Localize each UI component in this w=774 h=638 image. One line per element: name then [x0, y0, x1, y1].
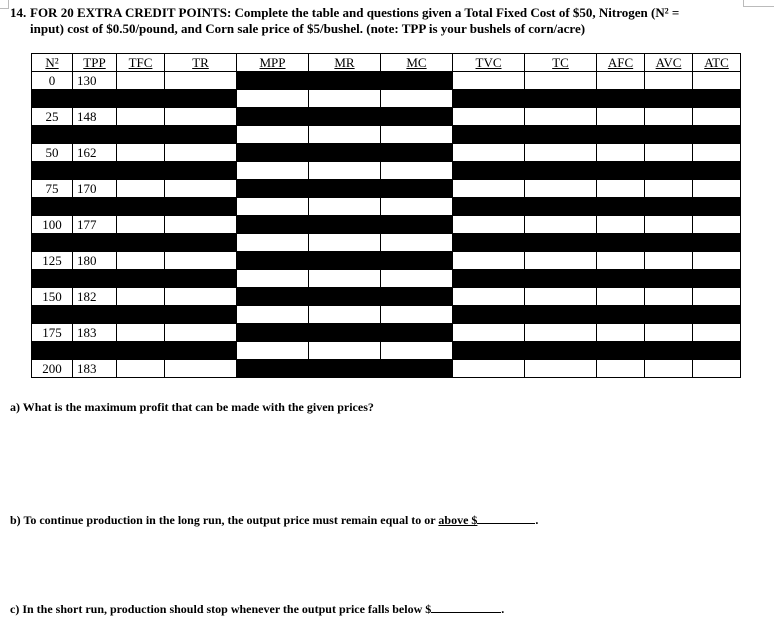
- column-header: [32, 54, 73, 72]
- cell-blacked-out: [453, 270, 525, 288]
- table-row: [32, 180, 741, 198]
- cell-blank[interactable]: [309, 342, 381, 360]
- cell-tpp: 183: [73, 324, 117, 342]
- question-line-2: input) cost of $0.50/pound, and Corn sale price of $5/bushel. (note: TPP is your bushels of corn/acre): [30, 21, 586, 36]
- question-c: [10, 600, 504, 617]
- cell-blank[interactable]: [165, 180, 237, 198]
- cell-blank[interactable]: [381, 342, 453, 360]
- cell-blank[interactable]: [309, 270, 381, 288]
- cell-blank[interactable]: [693, 72, 741, 90]
- page-corner-mark: [0, 0, 9, 9]
- cell-blank[interactable]: [525, 288, 597, 306]
- cell-blacked-out: [453, 234, 525, 252]
- column-header: [73, 54, 117, 72]
- cell-blacked-out: [165, 270, 237, 288]
- cell-blacked-out: [73, 342, 117, 360]
- column-header: [237, 54, 309, 72]
- cell-blank[interactable]: [309, 234, 381, 252]
- table-between-row: [32, 90, 741, 108]
- cell-blacked-out: [237, 72, 309, 90]
- cell-blank[interactable]: [165, 216, 237, 234]
- cell-blank[interactable]: [117, 72, 165, 90]
- cell-blank[interactable]: [597, 216, 645, 234]
- cell-blank[interactable]: [237, 126, 309, 144]
- column-header-label: N²: [45, 54, 59, 70]
- cell-tpp: 130: [73, 72, 117, 90]
- cell-blank[interactable]: [165, 144, 237, 162]
- column-header: [693, 54, 741, 72]
- cell-blacked-out: [453, 306, 525, 324]
- cell-blacked-out: [73, 162, 117, 180]
- cell-blacked-out: [597, 90, 645, 108]
- cell-blacked-out: [381, 108, 453, 126]
- question-b: [10, 511, 538, 528]
- cell-blank[interactable]: [645, 108, 693, 126]
- cell-blank[interactable]: [597, 144, 645, 162]
- column-header: [645, 54, 693, 72]
- cell-blacked-out: [32, 198, 73, 216]
- cell-blacked-out: [453, 198, 525, 216]
- cell-blank[interactable]: [525, 108, 597, 126]
- cell-blacked-out: [237, 180, 309, 198]
- cell-blank[interactable]: [525, 252, 597, 270]
- cell-blacked-out: [453, 126, 525, 144]
- cell-blank[interactable]: [453, 144, 525, 162]
- cell-blacked-out: [73, 198, 117, 216]
- cell-blacked-out: [117, 162, 165, 180]
- cell-blacked-out: [165, 90, 237, 108]
- cell-nitrogen: 0: [32, 72, 73, 90]
- cell-blacked-out: [645, 342, 693, 360]
- cell-blacked-out: [117, 342, 165, 360]
- cell-blacked-out: [645, 90, 693, 108]
- cell-blank[interactable]: [165, 108, 237, 126]
- cell-blank[interactable]: [117, 288, 165, 306]
- cell-blacked-out: [597, 270, 645, 288]
- column-header: [309, 54, 381, 72]
- cell-blacked-out: [453, 90, 525, 108]
- cell-blacked-out: [693, 198, 741, 216]
- cell-blank[interactable]: [381, 90, 453, 108]
- cell-blacked-out: [32, 90, 73, 108]
- cell-blacked-out: [381, 324, 453, 342]
- cell-blank[interactable]: [645, 360, 693, 378]
- column-header-label: TR: [192, 54, 209, 70]
- cell-blacked-out: [525, 90, 597, 108]
- cell-blank[interactable]: [117, 216, 165, 234]
- cell-tpp: 148: [73, 108, 117, 126]
- table-between-row: [32, 162, 741, 180]
- cell-blank[interactable]: [117, 108, 165, 126]
- cell-blacked-out: [73, 234, 117, 252]
- cell-blank[interactable]: [597, 72, 645, 90]
- cell-blank[interactable]: [165, 252, 237, 270]
- cell-blank[interactable]: [453, 288, 525, 306]
- cell-blacked-out: [693, 270, 741, 288]
- question-b-end: .: [535, 513, 539, 527]
- column-header-label: AFC: [607, 54, 634, 70]
- cell-blank[interactable]: [453, 216, 525, 234]
- cell-blacked-out: [525, 126, 597, 144]
- cell-blank[interactable]: [237, 198, 309, 216]
- cell-blacked-out: [309, 216, 381, 234]
- cell-blacked-out: [117, 234, 165, 252]
- table-row: [32, 144, 741, 162]
- cell-blacked-out: [525, 234, 597, 252]
- cell-blank[interactable]: [381, 162, 453, 180]
- column-header-label: MR: [334, 54, 355, 70]
- cost-table: [31, 53, 741, 378]
- cell-blank[interactable]: [693, 288, 741, 306]
- cell-blank[interactable]: [597, 180, 645, 198]
- cell-blank[interactable]: [525, 72, 597, 90]
- table-between-row: [32, 342, 741, 360]
- cell-blacked-out: [237, 252, 309, 270]
- table-between-row: [32, 234, 741, 252]
- cell-blank[interactable]: [117, 144, 165, 162]
- cell-blank[interactable]: [453, 360, 525, 378]
- cell-blank[interactable]: [237, 306, 309, 324]
- cell-blacked-out: [32, 162, 73, 180]
- cell-nitrogen: 50: [32, 144, 73, 162]
- question-number: 14.: [10, 5, 27, 20]
- cell-blank[interactable]: [165, 72, 237, 90]
- cell-blacked-out: [597, 234, 645, 252]
- cell-blacked-out: [73, 126, 117, 144]
- cell-blacked-out: [32, 126, 73, 144]
- cell-blacked-out: [693, 342, 741, 360]
- cell-blank[interactable]: [237, 342, 309, 360]
- table-between-row: [32, 126, 741, 144]
- table-row: [32, 252, 741, 270]
- cell-blank[interactable]: [309, 126, 381, 144]
- cell-blacked-out: [525, 342, 597, 360]
- cell-blacked-out: [525, 306, 597, 324]
- cell-blacked-out: [73, 90, 117, 108]
- cell-blank[interactable]: [381, 198, 453, 216]
- cell-blank[interactable]: [309, 162, 381, 180]
- cell-blacked-out: [309, 72, 381, 90]
- question-line-1: FOR 20 EXTRA CREDIT POINTS: Complete the table and questions given a Total Fixed Cost of $50, Nitrogen (N² =: [30, 5, 680, 20]
- cell-blank[interactable]: [381, 270, 453, 288]
- cell-blacked-out: [309, 360, 381, 378]
- cell-blank[interactable]: [165, 360, 237, 378]
- cell-blacked-out: [597, 126, 645, 144]
- cell-blacked-out: [237, 144, 309, 162]
- cell-blacked-out: [525, 198, 597, 216]
- cell-blank[interactable]: [117, 180, 165, 198]
- table-row: [32, 324, 741, 342]
- cell-blacked-out: [693, 306, 741, 324]
- cell-blacked-out: [645, 162, 693, 180]
- cell-blacked-out: [597, 306, 645, 324]
- column-header-label: TPP: [83, 54, 106, 70]
- cell-tpp: 182: [73, 288, 117, 306]
- cell-blacked-out: [309, 180, 381, 198]
- cell-blank[interactable]: [693, 180, 741, 198]
- column-header: [381, 54, 453, 72]
- cell-blacked-out: [381, 144, 453, 162]
- cell-blacked-out: [693, 90, 741, 108]
- question-c-text: c) In the short run, production should stop whenever the output price falls below $: [10, 602, 432, 616]
- cell-nitrogen: 75: [32, 180, 73, 198]
- column-header-label: ATC: [704, 54, 729, 70]
- question-14: [10, 5, 770, 37]
- cell-blacked-out: [237, 288, 309, 306]
- cell-blacked-out: [73, 306, 117, 324]
- cell-blacked-out: [525, 270, 597, 288]
- cell-blank[interactable]: [597, 324, 645, 342]
- table-between-row: [32, 270, 741, 288]
- cell-nitrogen: 150: [32, 288, 73, 306]
- cell-blank[interactable]: [693, 144, 741, 162]
- cell-nitrogen: 25: [32, 108, 73, 126]
- cell-blank[interactable]: [117, 360, 165, 378]
- cell-blacked-out: [117, 306, 165, 324]
- cell-blank[interactable]: [597, 288, 645, 306]
- cell-blacked-out: [645, 234, 693, 252]
- cell-blank[interactable]: [309, 306, 381, 324]
- cell-blank[interactable]: [165, 288, 237, 306]
- cell-blacked-out: [645, 270, 693, 288]
- cell-nitrogen: 100: [32, 216, 73, 234]
- cell-blank[interactable]: [645, 252, 693, 270]
- cell-blacked-out: [32, 306, 73, 324]
- cell-tpp: 183: [73, 360, 117, 378]
- cell-blank[interactable]: [645, 288, 693, 306]
- cell-blacked-out: [597, 198, 645, 216]
- cell-blank[interactable]: [693, 216, 741, 234]
- cell-blacked-out: [32, 270, 73, 288]
- cell-blank[interactable]: [525, 216, 597, 234]
- cell-blank[interactable]: [453, 108, 525, 126]
- cell-blacked-out: [381, 180, 453, 198]
- cell-blank[interactable]: [381, 126, 453, 144]
- column-header-label: MC: [406, 54, 427, 70]
- table-row: [32, 216, 741, 234]
- cell-blacked-out: [309, 288, 381, 306]
- cell-blacked-out: [237, 360, 309, 378]
- cell-blank[interactable]: [117, 324, 165, 342]
- cell-blacked-out: [381, 252, 453, 270]
- column-header: [165, 54, 237, 72]
- cell-blank[interactable]: [381, 234, 453, 252]
- column-header-label: MPP: [259, 54, 286, 70]
- cell-blacked-out: [165, 342, 237, 360]
- cell-blank[interactable]: [693, 360, 741, 378]
- question-b-text: b) To continue production in the long run, the output price must remain equal to or: [10, 513, 439, 527]
- cell-blacked-out: [597, 342, 645, 360]
- table-row: [32, 288, 741, 306]
- cell-blank[interactable]: [645, 72, 693, 90]
- cell-blank[interactable]: [597, 360, 645, 378]
- cell-blank[interactable]: [237, 270, 309, 288]
- column-header-label: TFC: [128, 54, 153, 70]
- answer-c-blank[interactable]: [431, 600, 501, 613]
- cell-blacked-out: [165, 162, 237, 180]
- cell-blacked-out: [381, 216, 453, 234]
- cell-blacked-out: [381, 288, 453, 306]
- cell-blacked-out: [32, 234, 73, 252]
- cell-blacked-out: [309, 108, 381, 126]
- cell-tpp: 177: [73, 216, 117, 234]
- cell-blacked-out: [73, 270, 117, 288]
- cell-blacked-out: [309, 324, 381, 342]
- cell-blacked-out: [525, 162, 597, 180]
- cell-blacked-out: [117, 90, 165, 108]
- cell-blacked-out: [453, 162, 525, 180]
- cell-blacked-out: [309, 144, 381, 162]
- cell-blacked-out: [117, 270, 165, 288]
- cell-blacked-out: [117, 198, 165, 216]
- cell-blacked-out: [645, 126, 693, 144]
- cell-blank[interactable]: [693, 108, 741, 126]
- cell-nitrogen: 125: [32, 252, 73, 270]
- cell-blacked-out: [237, 108, 309, 126]
- cell-blank[interactable]: [453, 72, 525, 90]
- column-header: [453, 54, 525, 72]
- cell-nitrogen: 175: [32, 324, 73, 342]
- column-header-label: TC: [552, 54, 569, 70]
- cell-blacked-out: [237, 324, 309, 342]
- cell-blank[interactable]: [693, 324, 741, 342]
- table-between-row: [32, 306, 741, 324]
- cell-blank[interactable]: [597, 252, 645, 270]
- answer-b-blank[interactable]: [477, 511, 535, 524]
- cell-blank[interactable]: [165, 324, 237, 342]
- cell-blacked-out: [693, 126, 741, 144]
- cell-blacked-out: [32, 342, 73, 360]
- cell-blacked-out: [165, 198, 237, 216]
- cell-blank[interactable]: [237, 162, 309, 180]
- cell-blacked-out: [165, 126, 237, 144]
- column-header: [597, 54, 645, 72]
- cell-blank[interactable]: [453, 324, 525, 342]
- cell-blacked-out: [165, 234, 237, 252]
- cell-blank[interactable]: [645, 216, 693, 234]
- question-c-end: .: [501, 602, 505, 616]
- column-header: [117, 54, 165, 72]
- cell-blank[interactable]: [525, 324, 597, 342]
- cell-blacked-out: [165, 306, 237, 324]
- table-row: [32, 360, 741, 378]
- table-between-row: [32, 198, 741, 216]
- cell-blacked-out: [597, 162, 645, 180]
- cell-blacked-out: [645, 198, 693, 216]
- table-row: [32, 108, 741, 126]
- cell-blacked-out: [693, 234, 741, 252]
- column-header-label: TVC: [475, 54, 502, 70]
- cell-blank[interactable]: [693, 252, 741, 270]
- cell-blank[interactable]: [309, 198, 381, 216]
- cell-tpp: 162: [73, 144, 117, 162]
- cell-blank[interactable]: [237, 90, 309, 108]
- cell-blacked-out: [381, 72, 453, 90]
- cell-blacked-out: [309, 252, 381, 270]
- cell-blank[interactable]: [453, 180, 525, 198]
- table-header-row: [32, 54, 741, 72]
- cell-blacked-out: [381, 360, 453, 378]
- cell-blank[interactable]: [117, 252, 165, 270]
- table-row: [32, 72, 741, 90]
- cell-blank[interactable]: [309, 90, 381, 108]
- cell-blank[interactable]: [525, 144, 597, 162]
- cell-blank[interactable]: [525, 360, 597, 378]
- cell-blacked-out: [645, 306, 693, 324]
- question-b-above: above $: [438, 513, 478, 527]
- cell-blank[interactable]: [645, 144, 693, 162]
- question-a: a) What is the maximum profit that can be made with the given prices?: [10, 400, 374, 414]
- cell-blacked-out: [117, 126, 165, 144]
- cell-blank[interactable]: [645, 180, 693, 198]
- cell-blank[interactable]: [237, 234, 309, 252]
- column-header: [525, 54, 597, 72]
- cell-blank[interactable]: [645, 324, 693, 342]
- cell-blacked-out: [453, 342, 525, 360]
- cell-blank[interactable]: [381, 306, 453, 324]
- cell-blank[interactable]: [525, 180, 597, 198]
- cell-blank[interactable]: [597, 108, 645, 126]
- column-header-label: AVC: [655, 54, 682, 70]
- cell-blacked-out: [237, 216, 309, 234]
- cell-blank[interactable]: [453, 252, 525, 270]
- cell-blacked-out: [693, 162, 741, 180]
- cell-nitrogen: 200: [32, 360, 73, 378]
- cell-tpp: 180: [73, 252, 117, 270]
- cell-tpp: 170: [73, 180, 117, 198]
